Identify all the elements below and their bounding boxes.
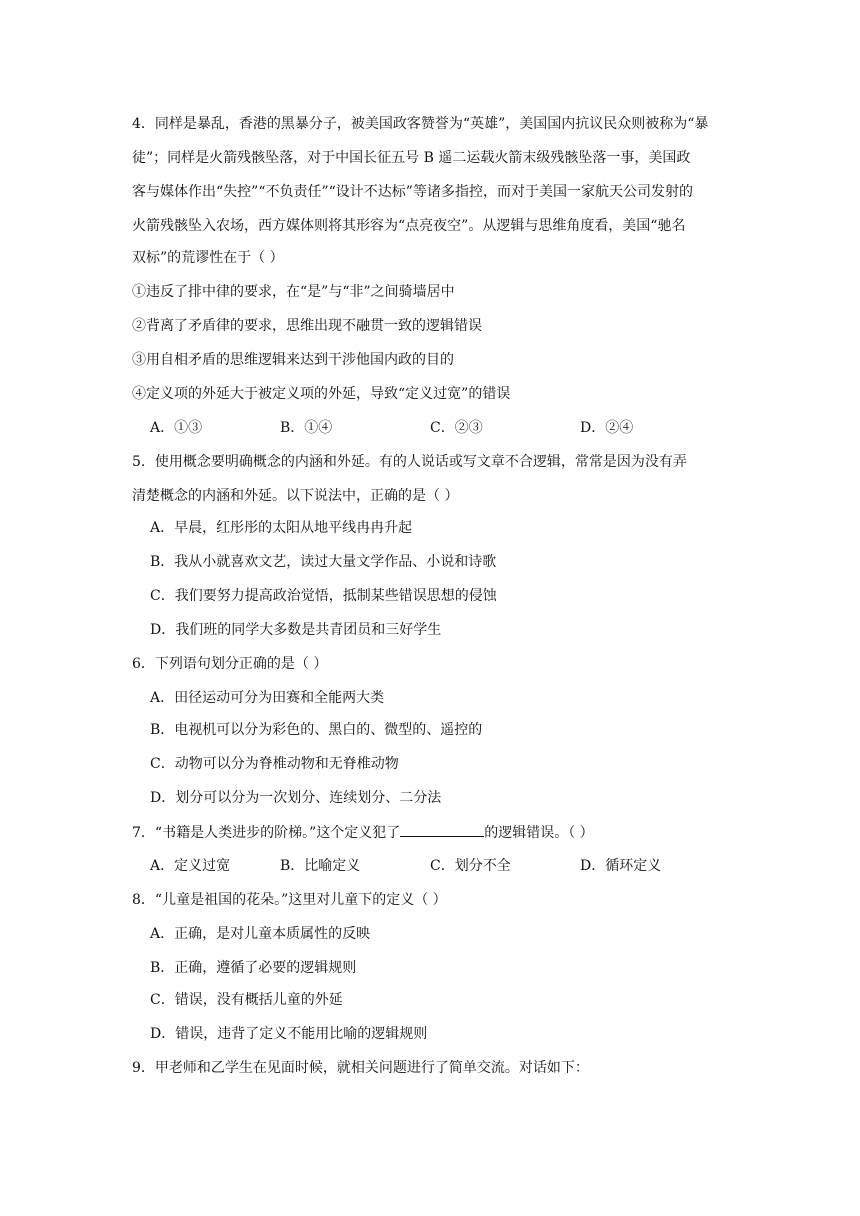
q7-option-a: A．定义过宽 — [150, 858, 231, 874]
q4-statement-3: ③用自相矛盾的思维逻辑来达到干涉他国内政的目的 — [132, 352, 454, 368]
q7-options — [150, 856, 730, 876]
q4-options — [150, 418, 730, 438]
q4-line-2: 徒”；同样是火箭残骸坠落，对于中国长征五号 B 遥二运载火箭末级残骸坠落一事，美国政 — [132, 150, 691, 166]
q8-line-1: 8．“儿童是祖国的花朵。”这里对儿童下的定义（ ） — [132, 892, 447, 908]
q6-option-c: C．动物可以分为脊椎动物和无脊椎动物 — [150, 756, 399, 772]
q4-line-4: 火箭残骸坠入农场，西方媒体则将其形容为“点亮夜空”。从逻辑与思维角度看，美国“驰名 — [132, 218, 686, 234]
q4-option-a: A．①③ — [150, 420, 203, 436]
q7-stem-after: 的逻辑错误。（ ） — [484, 825, 594, 841]
q4-option-b: B．①④ — [280, 420, 333, 436]
q7-option-c: C．划分不全 — [430, 858, 511, 874]
q4-statement-4: ④定义项的外延大于被定义项的外延，导致“定义过宽”的错误 — [132, 386, 511, 402]
q6-option-a: A．田径运动可分为田赛和全能两大类 — [150, 690, 385, 706]
q7-answer-blank — [400, 822, 484, 837]
q4-option-d: D．②④ — [580, 420, 634, 436]
q4-statement-2: ②背离了矛盾律的要求，思维出现不融贯一致的逻辑错误 — [132, 318, 482, 334]
q7-option-b: B．比喻定义 — [280, 858, 361, 874]
q4-line-5: 双标”的荒谬性在于（ ） — [132, 250, 284, 266]
q8-option-c: C．错误，没有概括儿童的外延 — [150, 992, 343, 1008]
q6-option-d: D．划分可以分为一次划分、连续划分、二分法 — [150, 790, 442, 806]
q5-option-a: A．早晨，红彤彤的太阳从地平线冉冉升起 — [150, 520, 413, 536]
q4-option-c: C．②③ — [430, 420, 483, 436]
q9-line-1: 9．甲老师和乙学生在见面时候，就相关问题进行了简单交流。对话如下： — [132, 1060, 589, 1076]
q4-line-1: 4．同样是暴乱，香港的黑暴分子，被美国政客赞誉为“英雄”，美国国内抗议民众则被称为“暴 — [132, 116, 709, 132]
q8-option-d: D．错误，违背了定义不能用比喻的逻辑规则 — [150, 1026, 428, 1042]
q7-line-1 — [132, 822, 732, 843]
q5-line-1: 5．使用概念要明确概念的内涵和外延。有的人说话或写文章不合逻辑，常常是因为没有弄 — [132, 454, 687, 470]
q8-option-a: A．正确，是对儿童本质属性的反映 — [150, 926, 371, 942]
q5-option-b: B．我从小就喜欢文艺，读过大量文学作品、小说和诗歌 — [150, 554, 497, 570]
q4-statement-1: ①违反了排中律的要求，在“是”与“非”之间骑墙居中 — [132, 284, 455, 300]
q6-option-b: B．电视机可以分为彩色的、黑白的、微型的、遥控的 — [150, 722, 483, 738]
q5-option-c: C．我们要努力提高政治觉悟，抵制某些错误思想的侵蚀 — [150, 588, 497, 604]
q7-option-d: D．循环定义 — [580, 858, 662, 874]
q6-line-1: 6．下列语句划分正确的是（ ） — [132, 656, 328, 672]
q7-stem-before: 7．“书籍是人类进步的阶梯。”这个定义犯了 — [132, 825, 401, 841]
q5-line-2: 清楚概念的内涵和外延。以下说法中，正确的是（ ） — [132, 488, 459, 504]
q5-option-d: D．我们班的同学大多数是共青团员和三好学生 — [150, 622, 442, 638]
q8-option-b: B．正确，遵循了必要的逻辑规则 — [150, 960, 357, 976]
q4-line-3: 客与媒体作出“失控”“不负责任”“设计不达标”等诸多指控，而对于美国一家航天公司发射的 — [132, 184, 693, 200]
